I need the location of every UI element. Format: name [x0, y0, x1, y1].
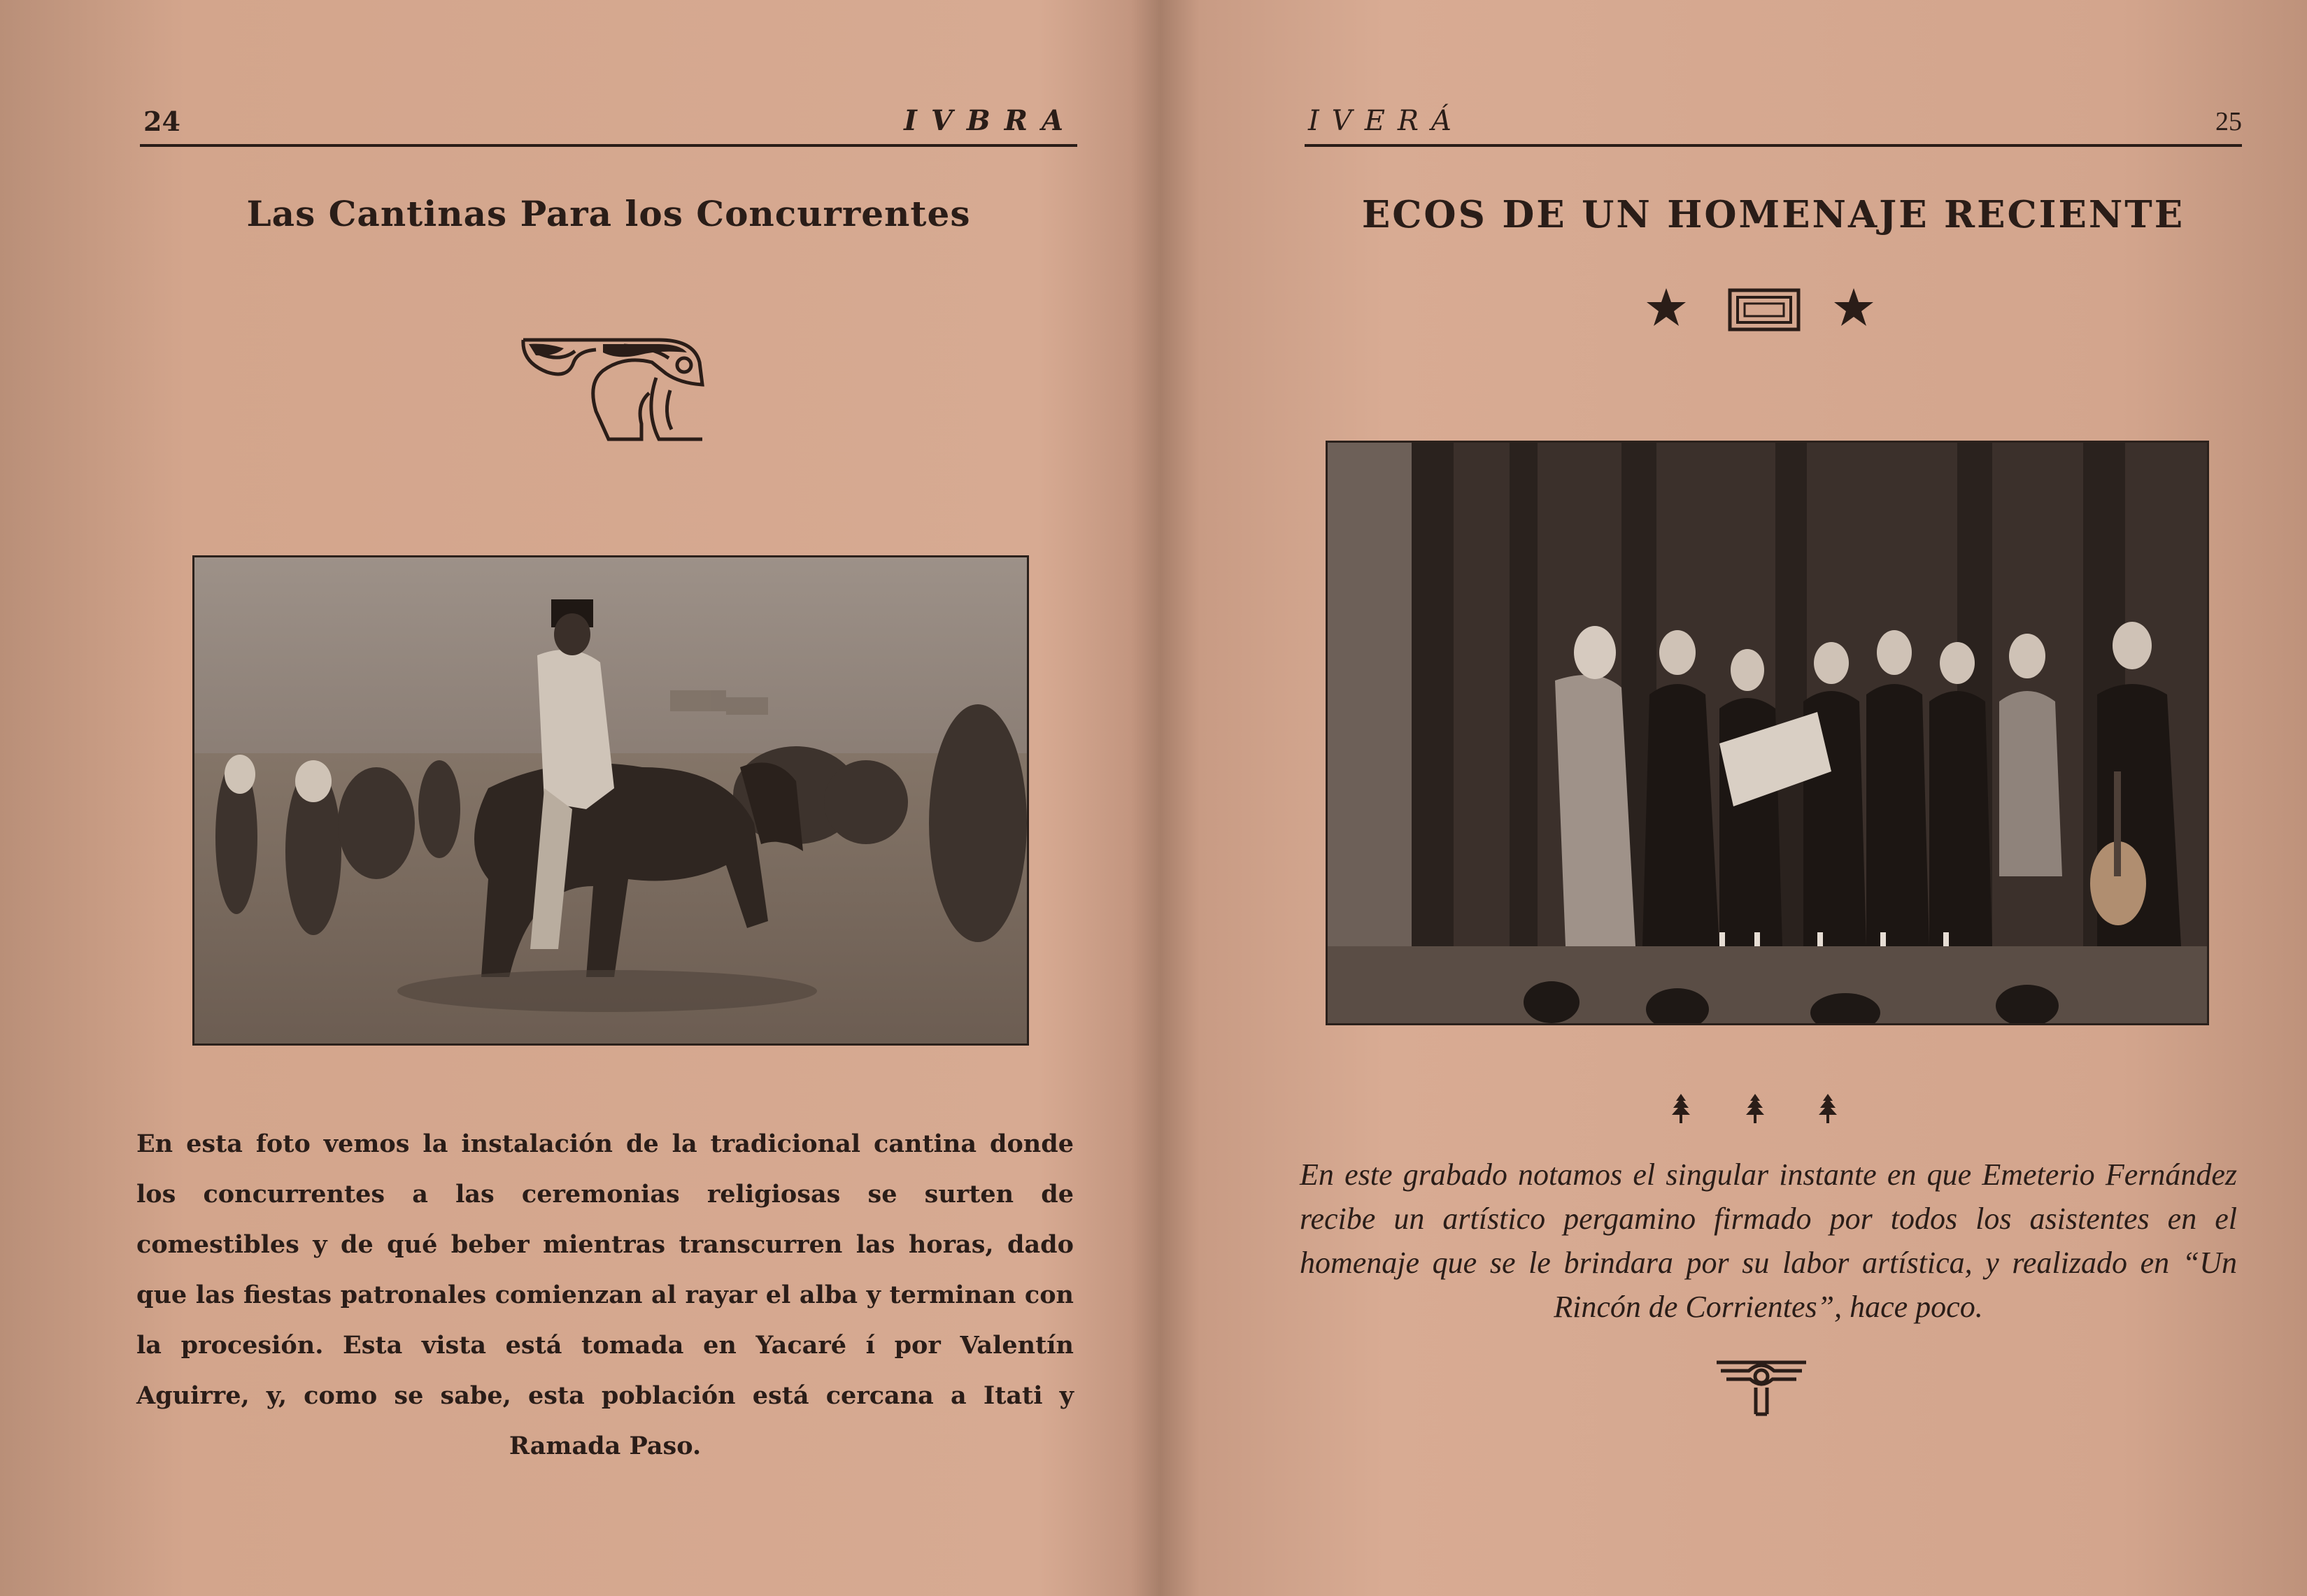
- star-icon: [1833, 287, 1875, 329]
- magazine-name: IVBRA: [904, 104, 1077, 137]
- cantina-photo: [194, 557, 1027, 1043]
- article-title: ECOS DE UN HOMENAJE RECIENTE: [1361, 193, 2185, 236]
- left-running-head: [140, 98, 1077, 147]
- star-icon: [1645, 287, 1687, 329]
- homage-photo: [1328, 443, 2207, 1023]
- magazine-name: IVERÁ: [1308, 105, 1464, 137]
- right-running-head: [1305, 98, 2242, 147]
- tree-icon: [1813, 1091, 1843, 1125]
- page-number: 24: [143, 106, 180, 137]
- tribal-emblem-icon: [1714, 1357, 1809, 1417]
- framed-rectangle-icon: [1728, 288, 1801, 332]
- art-nouveau-ornament-icon: [519, 334, 707, 450]
- page-number: 25: [2215, 107, 2242, 136]
- photo-caption: En este grabado notamos el singular instante en que Emeterio Fernández recibe un artístico pergamino firmado por todos los asistentes en el homenaje que se le brindara por su labor artística, y realizado en “Un Rincón de Corrientes”, hace poco.: [1300, 1157, 2237, 1324]
- tree-icon: [1666, 1091, 1696, 1125]
- right-page: [1175, 0, 2307, 1596]
- article-title: Las Cantinas Para los Concurrentes: [246, 193, 971, 234]
- tree-icon: [1740, 1091, 1770, 1125]
- photo-caption: En esta foto vemos la instalación de la tradicional cantina donde los concurrentes a las ceremonias religiosas se surten de comestibles y de qué beber mientras transcurren las horas, dado que las fiestas patronales comienzan al rayar el alba y terminan con la procesión. Esta vista está tomada en Yacaré í por Valentín Aguirre, y, como se sabe, esta población está cercana a Itati y Ramada Paso.: [136, 1130, 1074, 1460]
